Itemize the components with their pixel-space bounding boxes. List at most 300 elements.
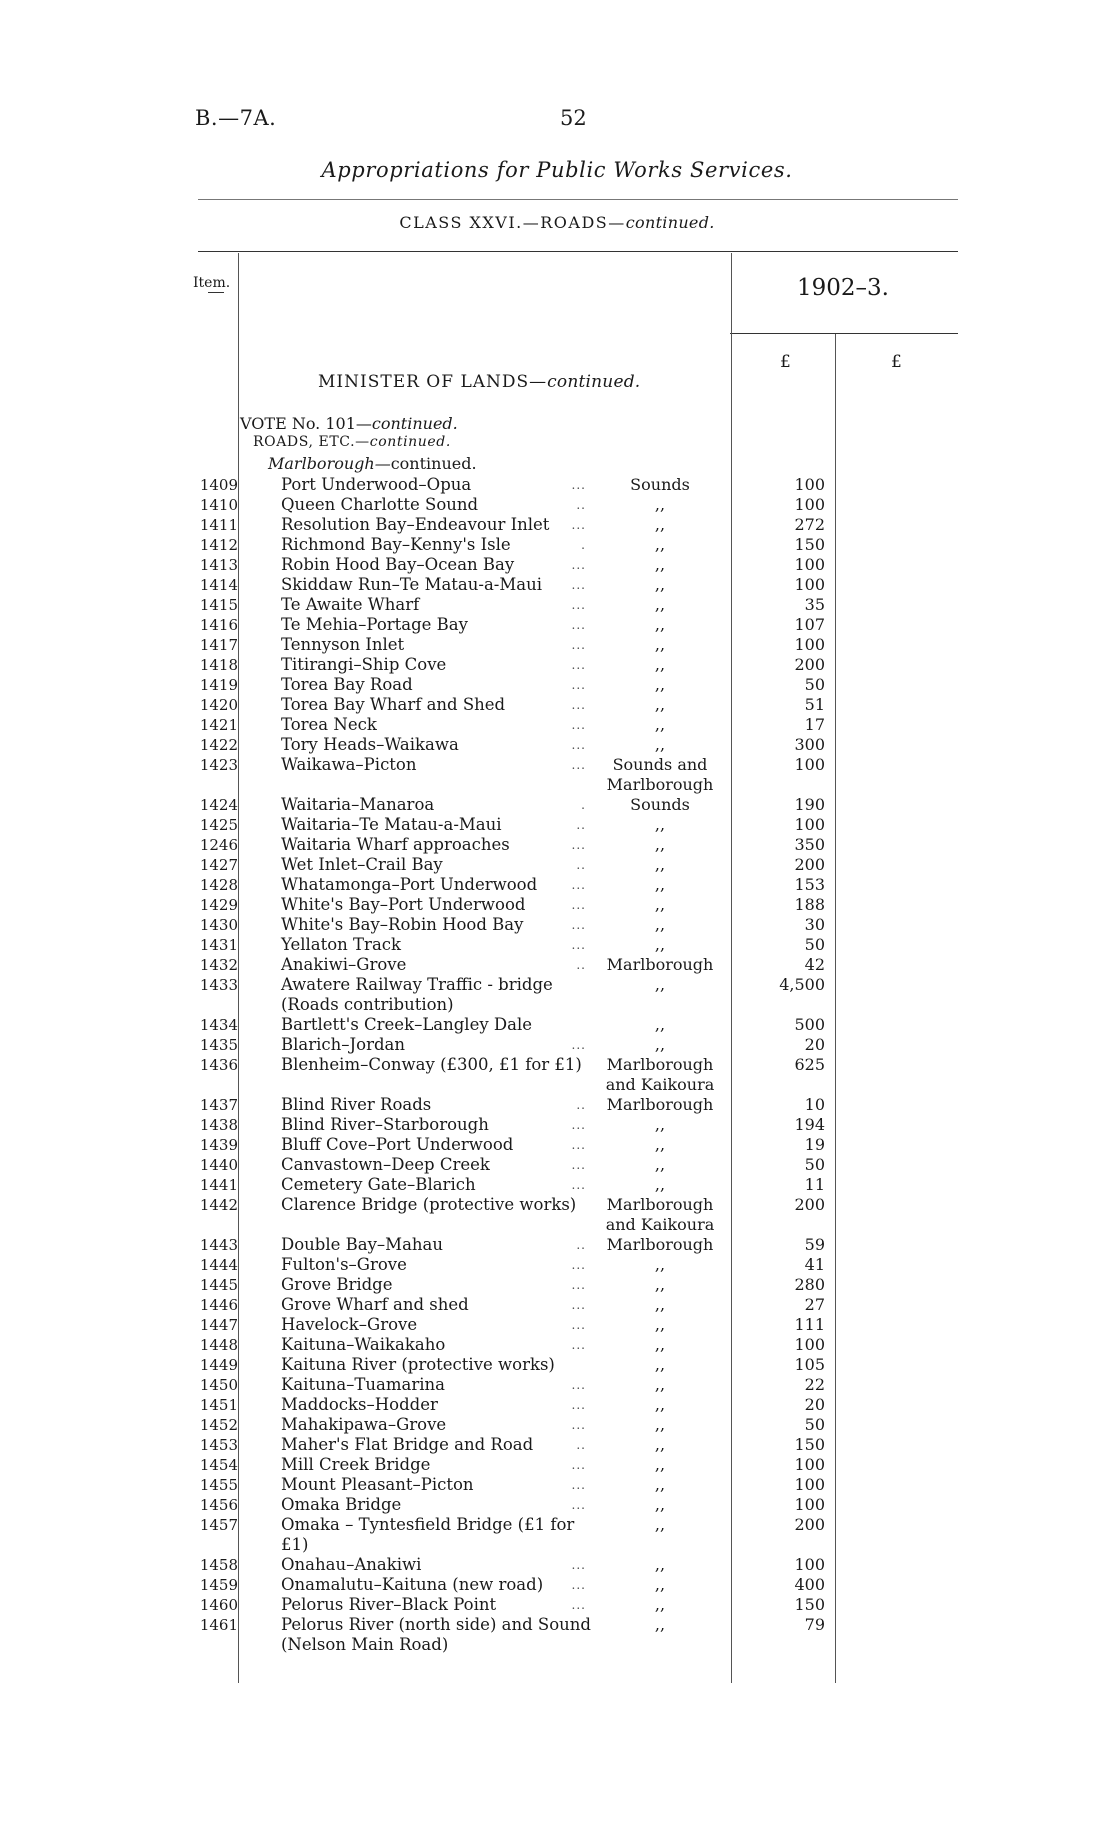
table-row (0, 1155, 1114, 1175)
item-description (281, 1515, 591, 1555)
district-subheading (268, 454, 477, 473)
item-number: 1461 (199, 1616, 238, 1634)
item-district: ,, (654, 515, 666, 534)
item-description-text: Wet Inlet–Crail Bay (281, 855, 443, 874)
item-description-text: Mahakipawa–Grove (281, 1415, 447, 1434)
item-number: 1441 (199, 1176, 238, 1194)
leader-dots: ... (571, 878, 586, 892)
leader-dots: ... (571, 1578, 586, 1592)
table-row (0, 1035, 1114, 1055)
vote-heading (240, 414, 458, 433)
item-description (281, 1595, 591, 1615)
item-description (281, 1235, 591, 1255)
item-number: 1433 (199, 976, 238, 994)
item-amount: 35 (804, 595, 825, 614)
table-row (0, 1135, 1114, 1155)
item-amount: 4,500 (779, 975, 825, 994)
item-number: 1444 (199, 1256, 238, 1274)
leader-dots: .. (576, 818, 586, 832)
item-district: ,, (654, 1615, 666, 1634)
leader-dots: ... (571, 1158, 586, 1172)
item-district: ,, (654, 575, 666, 594)
item-district: ,, (654, 1495, 666, 1514)
item-number: 1440 (199, 1156, 238, 1174)
leader-dots: ... (571, 1038, 586, 1052)
minister-heading-continued: continued. (547, 372, 641, 392)
item-amount: 100 (794, 635, 825, 654)
item-description (281, 935, 591, 955)
item-amount: 300 (794, 735, 825, 754)
leader-dots: .. (576, 958, 586, 972)
item-description (281, 1355, 591, 1375)
item-district: ,, (654, 915, 666, 934)
item-district: ,, (654, 1035, 666, 1054)
leader-dots: ... (571, 1338, 586, 1352)
item-description (281, 535, 591, 555)
item-description-text: Clarence Bridge (protective works) (281, 1195, 577, 1214)
item-amount: 100 (794, 555, 825, 574)
table-row (0, 695, 1114, 715)
leader-dots: .. (576, 858, 586, 872)
table-row (0, 875, 1114, 895)
item-district: ,, (654, 1475, 666, 1494)
item-description (281, 795, 591, 815)
table-row (0, 735, 1114, 755)
item-number: 1412 (199, 536, 238, 554)
item-amount: 200 (794, 855, 825, 874)
leader-dots: ... (571, 758, 586, 772)
item-description-text: Anakiwi–Grove (281, 955, 407, 974)
table-row (0, 495, 1114, 515)
item-amount: 41 (804, 1255, 825, 1274)
item-description (281, 1335, 591, 1355)
item-description (281, 1175, 591, 1195)
leader-dots: ... (571, 898, 586, 912)
item-description-text: Blenheim–Conway (£300, £1 for £1) (281, 1055, 582, 1074)
appropriation-table (0, 475, 1114, 1655)
item-description (281, 1255, 591, 1275)
leader-dots: ... (571, 738, 586, 752)
table-row (0, 475, 1114, 495)
table-row (0, 855, 1114, 875)
item-amount: 188 (794, 895, 825, 914)
item-number: 1415 (199, 596, 238, 614)
leader-dots: ... (571, 1478, 586, 1492)
item-amount: 500 (794, 1015, 825, 1034)
table-row (0, 815, 1114, 835)
item-description-text: Kaituna–Waikakaho (281, 1335, 446, 1354)
item-description (281, 1115, 591, 1135)
item-number: 1443 (199, 1236, 238, 1254)
item-description-text: Torea Neck (281, 715, 377, 734)
item-amount: 10 (804, 1095, 825, 1114)
item-description (281, 1195, 591, 1215)
table-row (0, 1415, 1114, 1435)
item-number: 1453 (199, 1436, 238, 1454)
item-description (281, 815, 591, 835)
item-district: ,, (654, 1135, 666, 1154)
item-description (281, 1275, 591, 1295)
leader-dots: ... (571, 578, 586, 592)
item-amount: 100 (794, 575, 825, 594)
item-description-text: Maher's Flat Bridge and Road (281, 1435, 534, 1454)
item-number: 1432 (199, 956, 238, 974)
item-description-text: Blarich–Jordan (281, 1035, 405, 1054)
item-column-header: Item. (193, 275, 231, 291)
leader-dots: ... (571, 938, 586, 952)
item-description (281, 735, 591, 755)
item-district: ,, (654, 595, 666, 614)
table-row (0, 715, 1114, 735)
minister-heading-main: MINISTER OF LANDS— (318, 372, 548, 392)
item-district: ,, (654, 555, 666, 574)
item-description-text: Te Awaite Wharf (281, 595, 420, 614)
item-description (281, 595, 591, 615)
item-amount: 107 (794, 615, 825, 634)
item-description (281, 1035, 591, 1055)
item-description-text: Mount Pleasant–Picton (281, 1475, 474, 1494)
item-description-text: Skiddaw Run–Te Matau-a-Maui (281, 575, 543, 594)
item-description (281, 915, 591, 935)
item-description-text: Port Underwood–Opua (281, 475, 472, 494)
item-district: ,, (654, 1515, 666, 1534)
item-amount: 22 (804, 1375, 825, 1394)
item-number: 1452 (199, 1416, 238, 1434)
table-row (0, 1395, 1114, 1415)
item-number: 1420 (199, 696, 238, 714)
item-number: 1422 (199, 736, 238, 754)
item-description (281, 1375, 591, 1395)
item-district: ,, (654, 695, 666, 714)
item-description (281, 1395, 591, 1415)
item-number: 1427 (199, 856, 238, 874)
item-number: 1446 (199, 1296, 238, 1314)
table-row (0, 1375, 1114, 1395)
table-row (0, 1175, 1114, 1195)
item-number: 1456 (199, 1496, 238, 1514)
item-district: ,, (654, 675, 666, 694)
item-district: ,, (654, 615, 666, 634)
item-description (281, 835, 591, 855)
item-amount: 111 (794, 1315, 825, 1334)
item-description-text: Havelock–Grove (281, 1315, 418, 1334)
item-description-text: Pelorus River (north side) and Sound (Nelson Main Road) (281, 1615, 591, 1654)
leader-dots: ... (571, 1278, 586, 1292)
item-description-text: Onamalutu–Kaituna (new road) (281, 1575, 544, 1594)
item-description (281, 655, 591, 675)
item-district: ,, (654, 1595, 666, 1614)
item-number: 1429 (199, 896, 238, 914)
vote-heading-main: VOTE No. 101— (240, 414, 372, 433)
item-description-text: Grove Bridge (281, 1275, 393, 1294)
item-description (281, 875, 591, 895)
item-number: 1428 (199, 876, 238, 894)
item-description (281, 1455, 591, 1475)
table-row (0, 1595, 1114, 1615)
table-row (0, 615, 1114, 635)
item-district: ,, (654, 1415, 666, 1434)
item-district: ,, (654, 1175, 666, 1194)
item-district: Marlborough and Kaikoura (605, 1195, 715, 1234)
leader-dots: ... (571, 678, 586, 692)
item-description (281, 955, 591, 975)
item-description-text: Kaituna–Tuamarina (281, 1375, 445, 1394)
table-row (0, 1295, 1114, 1315)
class-heading-main: CLASS XXVI.—ROADS— (399, 213, 626, 232)
roads-subheading (253, 434, 451, 450)
leader-dots: ... (571, 1458, 586, 1472)
item-description-text: Fulton's–Grove (281, 1255, 407, 1274)
item-description-text: Kaituna River (protective works) (281, 1355, 555, 1374)
item-district: ,, (654, 1335, 666, 1354)
item-amount: 100 (794, 815, 825, 834)
item-description-text: Queen Charlotte Sound (281, 495, 479, 514)
item-description (281, 695, 591, 715)
item-number: 1413 (199, 556, 238, 574)
item-amount: 42 (804, 955, 825, 974)
item-description-text: Bluff Cove–Port Underwood (281, 1135, 514, 1154)
item-district: ,, (654, 1315, 666, 1334)
item-amount: 20 (804, 1395, 825, 1414)
item-district: Sounds (630, 475, 690, 494)
item-amount: 400 (794, 1575, 825, 1594)
leader-dots: ... (571, 618, 586, 632)
table-row (0, 755, 1114, 795)
item-description (281, 1135, 591, 1155)
leader-dots: .. (576, 498, 586, 512)
item-description (281, 755, 591, 775)
item-amount: 100 (794, 475, 825, 494)
leader-dots: ... (571, 598, 586, 612)
item-description (281, 575, 591, 595)
item-description-text: Double Bay–Mahau (281, 1235, 443, 1254)
year-column-header: 1902–3. (797, 275, 889, 301)
item-description (281, 1495, 591, 1515)
item-amount: 105 (794, 1355, 825, 1374)
item-number: 1425 (199, 816, 238, 834)
item-number: 1430 (199, 916, 238, 934)
item-number: 1409 (199, 476, 238, 494)
table-row (0, 1555, 1114, 1575)
item-number: 1414 (199, 576, 238, 594)
item-district: ,, (654, 1015, 666, 1034)
leader-dots: ... (571, 658, 586, 672)
item-description (281, 1055, 591, 1075)
item-amount: 50 (804, 675, 825, 694)
item-number: 1431 (199, 936, 238, 954)
item-description-text: Tennyson Inlet (281, 635, 405, 654)
item-description (281, 675, 591, 695)
item-description-text: Awatere Railway Traffic - bridge (Roads contribution) (281, 975, 553, 1014)
class-heading-continued: continued. (625, 213, 715, 232)
item-number: 1421 (199, 716, 238, 734)
leader-dots: ... (571, 1418, 586, 1432)
leader-dots: ... (571, 1498, 586, 1512)
item-district: ,, (654, 1115, 666, 1134)
leader-dots: ... (571, 1118, 586, 1132)
table-row (0, 795, 1114, 815)
item-description-text: Bartlett's Creek–Langley Dale (281, 1015, 533, 1034)
leader-dots: ... (571, 1398, 586, 1412)
table-row (0, 1575, 1114, 1595)
item-amount: 625 (794, 1055, 825, 1074)
item-district: ,, (654, 855, 666, 874)
item-description (281, 1435, 591, 1455)
table-row (0, 1495, 1114, 1515)
table-row (0, 1235, 1114, 1255)
table-row (0, 1475, 1114, 1495)
item-number: 1424 (199, 796, 238, 814)
item-description-text: Blind River Roads (281, 1095, 432, 1114)
item-description-text: Omaka Bridge (281, 1495, 402, 1514)
item-description-text: Waitaria–Manaroa (281, 795, 435, 814)
item-amount: 59 (804, 1235, 825, 1254)
item-number: 1447 (199, 1316, 238, 1334)
table-row (0, 895, 1114, 915)
table-row (0, 655, 1114, 675)
table-row (0, 1435, 1114, 1455)
item-description (281, 615, 591, 635)
item-district: ,, (654, 1575, 666, 1594)
item-district: ,, (654, 715, 666, 734)
item-number: 1419 (199, 676, 238, 694)
item-description-text: Onahau–Anakiwi (281, 1555, 422, 1574)
page-title: Appropriations for Public Works Services. (321, 158, 793, 182)
district-name: Marlborough— (268, 454, 391, 473)
leader-dots: ... (571, 558, 586, 572)
item-description (281, 1615, 591, 1655)
item-amount: 150 (794, 1435, 825, 1454)
item-description (281, 515, 591, 535)
item-description-text: Te Mehia–Portage Bay (281, 615, 468, 634)
item-amount: 27 (804, 1295, 825, 1314)
item-description (281, 1015, 591, 1035)
currency-symbol-left: £ (780, 352, 791, 372)
item-amount: 150 (794, 535, 825, 554)
item-district: ,, (654, 835, 666, 854)
item-number: 1450 (199, 1376, 238, 1394)
table-row (0, 535, 1114, 555)
item-number: 1438 (199, 1116, 238, 1134)
table-row (0, 515, 1114, 535)
item-district: Marlborough (606, 955, 714, 974)
item-amount: 100 (794, 495, 825, 514)
item-district: ,, (654, 495, 666, 514)
table-row (0, 955, 1114, 975)
leader-dots: ... (571, 478, 586, 492)
item-district: ,, (654, 1455, 666, 1474)
item-number: 1439 (199, 1136, 238, 1154)
leader-dots: ... (571, 1558, 586, 1572)
table-row (0, 1355, 1114, 1375)
item-district: ,, (654, 655, 666, 674)
item-description-text: Titirangi–Ship Cove (281, 655, 447, 674)
leader-dots: . (581, 538, 586, 552)
item-amount: 280 (794, 1275, 825, 1294)
leader-dots: ... (571, 1378, 586, 1392)
item-description-text: Waikawa–Picton (281, 755, 417, 774)
table-row (0, 915, 1114, 935)
item-district: ,, (654, 875, 666, 894)
item-district: Sounds (630, 795, 690, 814)
table-row (0, 1335, 1114, 1355)
item-number: 1435 (199, 1036, 238, 1054)
item-number: 1417 (199, 636, 238, 654)
item-amount: 100 (794, 1555, 825, 1574)
item-district: ,, (654, 735, 666, 754)
table-row (0, 975, 1114, 1015)
item-description (281, 1575, 591, 1595)
item-description-text: Tory Heads–Waikawa (281, 735, 459, 754)
item-number: 1451 (199, 1396, 238, 1414)
item-amount: 51 (804, 695, 825, 714)
item-description (281, 1315, 591, 1335)
table-row (0, 595, 1114, 615)
item-number: 1437 (199, 1096, 238, 1114)
item-description-text: Cemetery Gate–Blarich (281, 1175, 476, 1194)
item-district: ,, (654, 635, 666, 654)
table-row (0, 1455, 1114, 1475)
item-number: 1416 (199, 616, 238, 634)
table-row (0, 1275, 1114, 1295)
item-district: ,, (654, 1435, 666, 1454)
item-amount: 11 (804, 1175, 825, 1194)
item-description-text: White's Bay–Robin Hood Bay (281, 915, 524, 934)
item-description-text: Mill Creek Bridge (281, 1455, 431, 1474)
item-number: 1458 (199, 1556, 238, 1574)
title-rule (198, 199, 958, 200)
item-district: ,, (654, 815, 666, 834)
item-amount: 50 (804, 1155, 825, 1174)
item-description (281, 1295, 591, 1315)
table-row (0, 1195, 1114, 1235)
item-amount: 100 (794, 1495, 825, 1514)
item-description-text: Resolution Bay–Endeavour Inlet (281, 515, 550, 534)
item-number: 1423 (199, 756, 238, 774)
item-district: ,, (654, 1375, 666, 1394)
item-amount: 153 (794, 875, 825, 894)
table-row (0, 1115, 1114, 1135)
leader-dots: ... (571, 1298, 586, 1312)
leader-dots: . (581, 798, 586, 812)
item-description-text: Yellaton Track (281, 935, 402, 954)
item-description-text: Waitaria–Te Matau-a-Maui (281, 815, 502, 834)
item-district: Marlborough (606, 1235, 714, 1254)
minister-heading (318, 372, 640, 392)
item-amount: 200 (794, 1195, 825, 1214)
leader-dots: ... (571, 638, 586, 652)
item-amount: 100 (794, 755, 825, 774)
item-number: 1445 (199, 1276, 238, 1294)
item-description (281, 855, 591, 875)
leader-dots: ... (571, 838, 586, 852)
item-number: 1411 (199, 516, 238, 534)
item-description (281, 495, 591, 515)
item-amount: 100 (794, 1335, 825, 1354)
header-rule-top (198, 251, 958, 252)
item-amount: 272 (794, 515, 825, 534)
item-description-text: Robin Hood Bay–Ocean Bay (281, 555, 515, 574)
district-continued: continued. (390, 454, 477, 473)
item-description-text: Canvastown–Deep Creek (281, 1155, 490, 1174)
currency-symbol-right: £ (891, 352, 902, 372)
item-description (281, 1155, 591, 1175)
item-number: 1448 (199, 1336, 238, 1354)
item-number: 1449 (199, 1356, 238, 1374)
item-amount: 194 (794, 1115, 825, 1134)
item-description-text: Richmond Bay–Kenny's Isle (281, 535, 511, 554)
leader-dots: ... (571, 1178, 586, 1192)
